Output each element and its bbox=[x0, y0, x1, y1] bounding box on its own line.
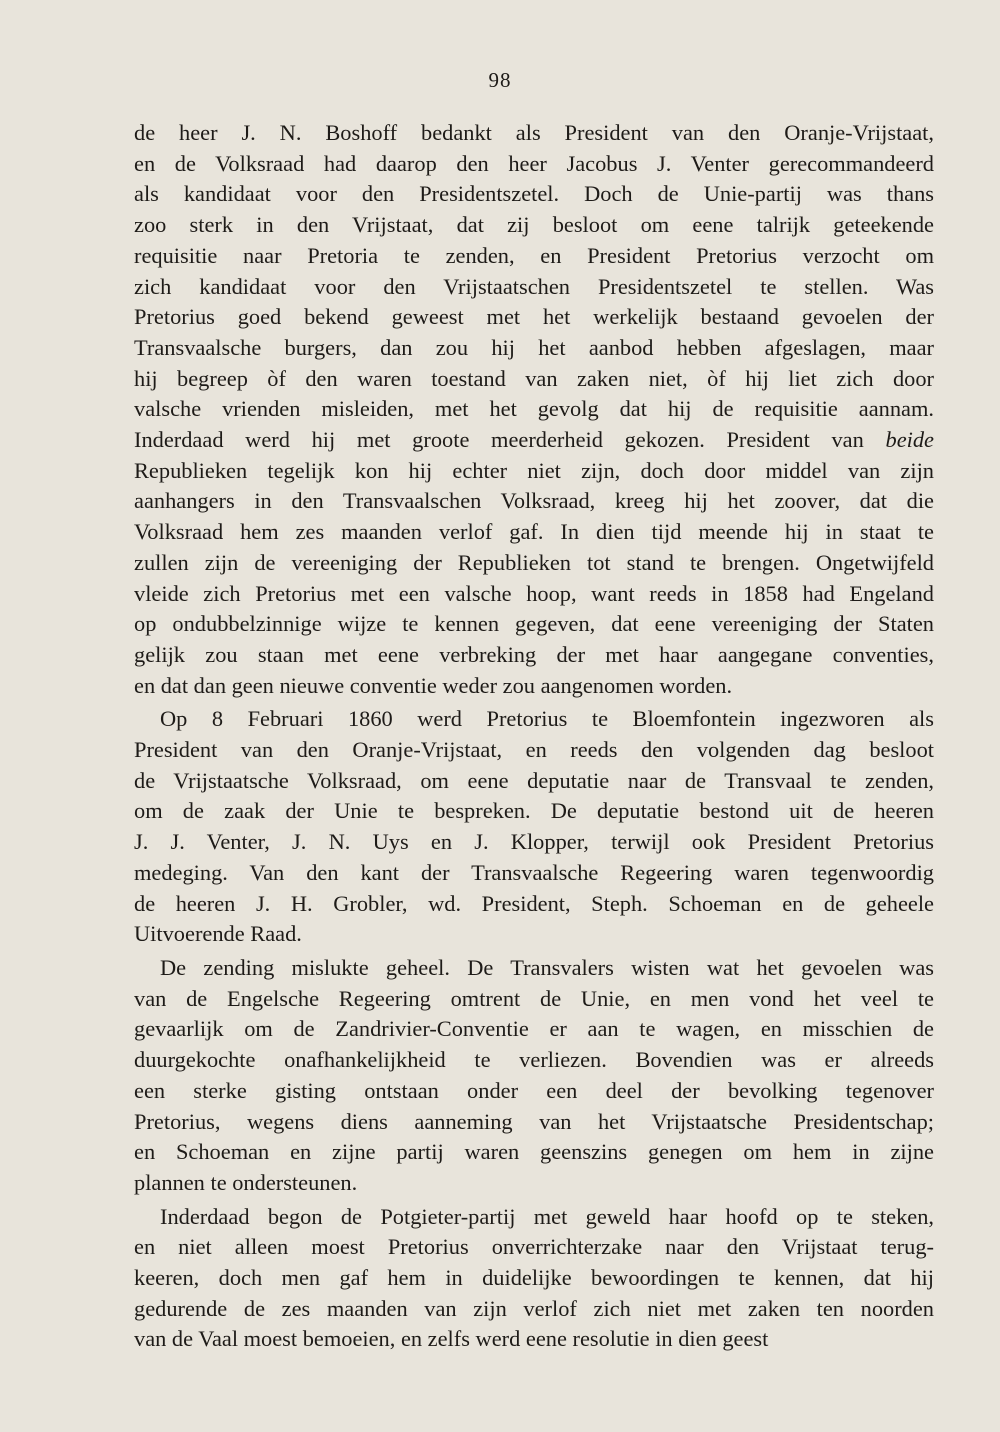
text-line: Inderdaad werd hij met groote meerderheid gekozen. President van beide bbox=[134, 427, 934, 453]
text-line: aanhangers in den Transvaalschen Volksraad, kreeg hij het zoover, dat die bbox=[134, 488, 934, 514]
text-line: gevaarlijk om de Zandrivier-Conventie er aan te wagen, en misschien de bbox=[134, 1016, 934, 1042]
text-line: op ondubbelzinnige wijze te kennen gegeven, dat eene vereeniging der Staten bbox=[134, 611, 934, 637]
text-line: Pretorius goed bekend geweest met het werkelijk bestaand gevoelen der bbox=[134, 304, 934, 330]
text-line: valsche vrienden misleiden, met het gevolg dat hij de requisitie aannam. bbox=[134, 396, 934, 422]
text-line: Republieken tegelijk kon hij echter niet zijn, doch door middel van zijn bbox=[134, 457, 934, 483]
text-line: en niet alleen moest Pretorius onverrichterzake naar den Vrijstaat terug- bbox=[134, 1234, 934, 1260]
paragraph bbox=[134, 118, 934, 701]
text-line: zullen zijn de vereeniging der Republieken tot stand te brengen. Ongetwijfeld bbox=[134, 549, 934, 575]
text-line: als kandidaat voor den Presidentszetel. Doch de Unie-partij was thans bbox=[134, 181, 934, 207]
text-line: de heeren J. H. Grobler, wd. President, Steph. Schoeman en de geheele bbox=[134, 890, 934, 916]
text-line: en dat dan geen nieuwe conventie weder zou aangenomen worden. bbox=[134, 672, 733, 698]
text-line: zich kandidaat voor den Vrijstaatschen Presidentszetel te stellen. Was bbox=[134, 273, 934, 299]
text-line: Uitvoerende Raad. bbox=[134, 921, 302, 947]
body-text bbox=[134, 118, 934, 1355]
text-line: hij begreep òf den waren toestand van zaken niet, òf hij liet zich door bbox=[134, 365, 934, 391]
text-line: Op 8 Februari 1860 werd Pretorius te Bloemfontein ingezworen als bbox=[160, 706, 934, 732]
text-line: requisitie naar Pretoria te zenden, en President Pretorius verzocht om bbox=[134, 242, 934, 268]
text-line: om de zaak der Unie te bespreken. De deputatie bestond uit de heeren bbox=[134, 798, 934, 824]
text-line: duurgekochte onafhankelijkheid te verliezen. Bovendien was er alreeds bbox=[134, 1047, 934, 1073]
text-line: keeren, doch men gaf hem in duidelijke bewoordingen te kennen, dat hij bbox=[134, 1265, 934, 1291]
text-line: Inderdaad begon de Potgieter-partij met geweld haar hoofd op te steken, bbox=[160, 1203, 934, 1229]
text-line: President van den Oranje-Vrijstaat, en reeds den volgenden dag besloot bbox=[134, 737, 934, 763]
text-line: medeging. Van den kant der Transvaalsche Regeering waren tegenwoordig bbox=[134, 859, 934, 885]
text-line: en de Volksraad had daarop den heer Jacobus J. Venter gerecommandeerd bbox=[134, 150, 934, 176]
paragraph bbox=[134, 953, 934, 1199]
text-line: plannen te ondersteunen. bbox=[134, 1169, 358, 1195]
text-line: vleide zich Pretorius met een valsche hoop, want reeds in 1858 had Engeland bbox=[134, 580, 934, 606]
text-line: de heer J. N. Boshoff bedankt als President van den Oranje-Vrijstaat, bbox=[134, 120, 934, 145]
text-line: gelijk zou staan met eene verbreking der met haar aangegane conventies, bbox=[134, 641, 934, 667]
text-line: gedurende de zes maanden van zijn verlof zich niet met zaken ten noorden bbox=[134, 1295, 934, 1321]
text-line: Volksraad hem zes maanden verlof gaf. In dien tijd meende hij in staat te bbox=[134, 519, 934, 545]
text-line: van de Vaal moest bemoeien, en zelfs werd eene resolutie in dien geest bbox=[134, 1326, 769, 1352]
paragraph bbox=[134, 1202, 934, 1356]
text-line: J. J. Venter, J. N. Uys en J. Klopper, terwijl ook President Pretorius bbox=[134, 829, 934, 855]
text-line: van de Engelsche Regeering omtrent de Unie, en men vond het veel te bbox=[134, 985, 934, 1011]
text-line: zoo sterk in den Vrijstaat, dat zij besloot om eene talrijk geteekende bbox=[134, 212, 934, 238]
text-line: de Vrijstaatsche Volksraad, om eene deputatie naar de Transvaal te zenden, bbox=[134, 767, 934, 793]
text-line: en Schoeman en zijne partij waren geenszins genegen om hem in zijne bbox=[134, 1139, 934, 1165]
text-line: De zending mislukte geheel. De Transvalers wisten wat het gevoelen was bbox=[160, 954, 934, 980]
text-line: een sterke gisting ontstaan onder een deel der bevolking tegenover bbox=[134, 1077, 934, 1103]
text-line: Pretorius, wegens diens aanneming van het Vrijstaatsche Presidentschap; bbox=[134, 1108, 934, 1134]
text-line: Transvaalsche burgers, dan zou hij het aanbod hebben afgeslagen, maar bbox=[134, 334, 934, 360]
paragraph bbox=[134, 704, 934, 950]
page-number: 98 bbox=[488, 68, 512, 92]
